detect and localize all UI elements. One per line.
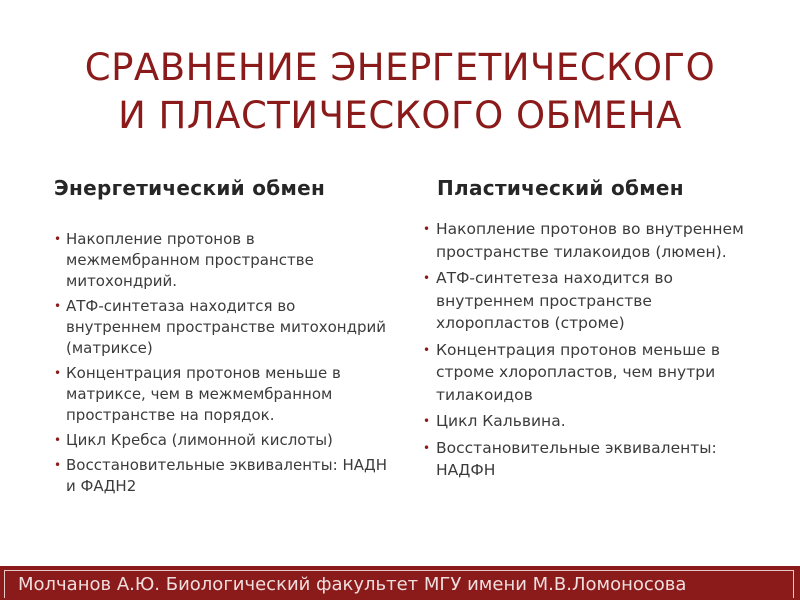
bullet-icon: • <box>54 366 62 380</box>
plastic-metabolism-heading: Пластический обмен <box>437 176 684 200</box>
list-item-text: АТФ-синтетаза находится во внутреннем пространстве митохондрий (матриксе) <box>66 297 387 357</box>
list-item <box>421 410 761 433</box>
list-item-text: Концентрация протонов меньше в строме хлоропластов, чем внутри тилакоидов <box>436 340 721 404</box>
energy-metabolism-heading: Энергетический обмен <box>54 176 326 200</box>
list-item <box>52 229 392 292</box>
bullet-icon: • <box>423 414 431 428</box>
list-item <box>421 267 761 335</box>
list-item-text: Накопление протонов во внутреннем пространстве тилакоидов (люмен). <box>436 220 744 261</box>
list-item <box>421 437 761 482</box>
list-item-text: Цикл Кребса (лимонной кислоты) <box>66 431 333 449</box>
list-item <box>52 430 392 451</box>
list-item-text: Восстановительные эквиваленты: НАДН и ФАДН2 <box>66 456 387 495</box>
footer-bar <box>0 566 800 600</box>
slide-title-line-1: СРАВНЕНИЕ ЭНЕРГЕТИЧЕСКОГО <box>84 46 716 89</box>
list-item <box>421 339 761 407</box>
footer-author-text: Молчанов А.Ю. Биологический факультет МГУ имени М.В.Ломоносова <box>18 574 687 595</box>
bullet-icon: • <box>54 232 62 246</box>
list-item-text: Восстановительные эквиваленты: НАДФН <box>436 438 717 479</box>
bullet-icon: • <box>423 440 431 455</box>
bullet-icon: • <box>423 271 431 285</box>
bullet-icon: • <box>54 299 62 313</box>
plastic-metabolism-column <box>421 174 761 486</box>
list-item-text: Накопление протонов в межмембранном пространстве митохондрий. <box>66 230 314 290</box>
list-item <box>52 363 392 426</box>
bullet-icon: • <box>423 342 431 357</box>
list-item-text: АТФ-синтетеза находится во внутреннем пространстве хлоропластов (строме) <box>436 269 674 332</box>
slide-title-line-2: И ПЛАСТИЧЕСКОГО ОБМЕНА <box>118 94 682 137</box>
list-item-text: Концентрация протонов меньше в матриксе, чем в межмембранном пространстве на порядок. <box>66 364 341 424</box>
bullet-icon: • <box>423 222 431 236</box>
list-item-text: Цикл Кальвина. <box>436 412 566 430</box>
list-item <box>52 455 392 497</box>
list-item <box>52 296 392 359</box>
energy-metabolism-column <box>52 174 392 501</box>
plastic-metabolism-list <box>421 218 761 482</box>
energy-metabolism-list <box>52 229 392 497</box>
slide-title <box>0 44 800 140</box>
list-item <box>421 218 761 263</box>
bullet-icon: • <box>54 458 62 472</box>
bullet-icon: • <box>54 433 62 447</box>
